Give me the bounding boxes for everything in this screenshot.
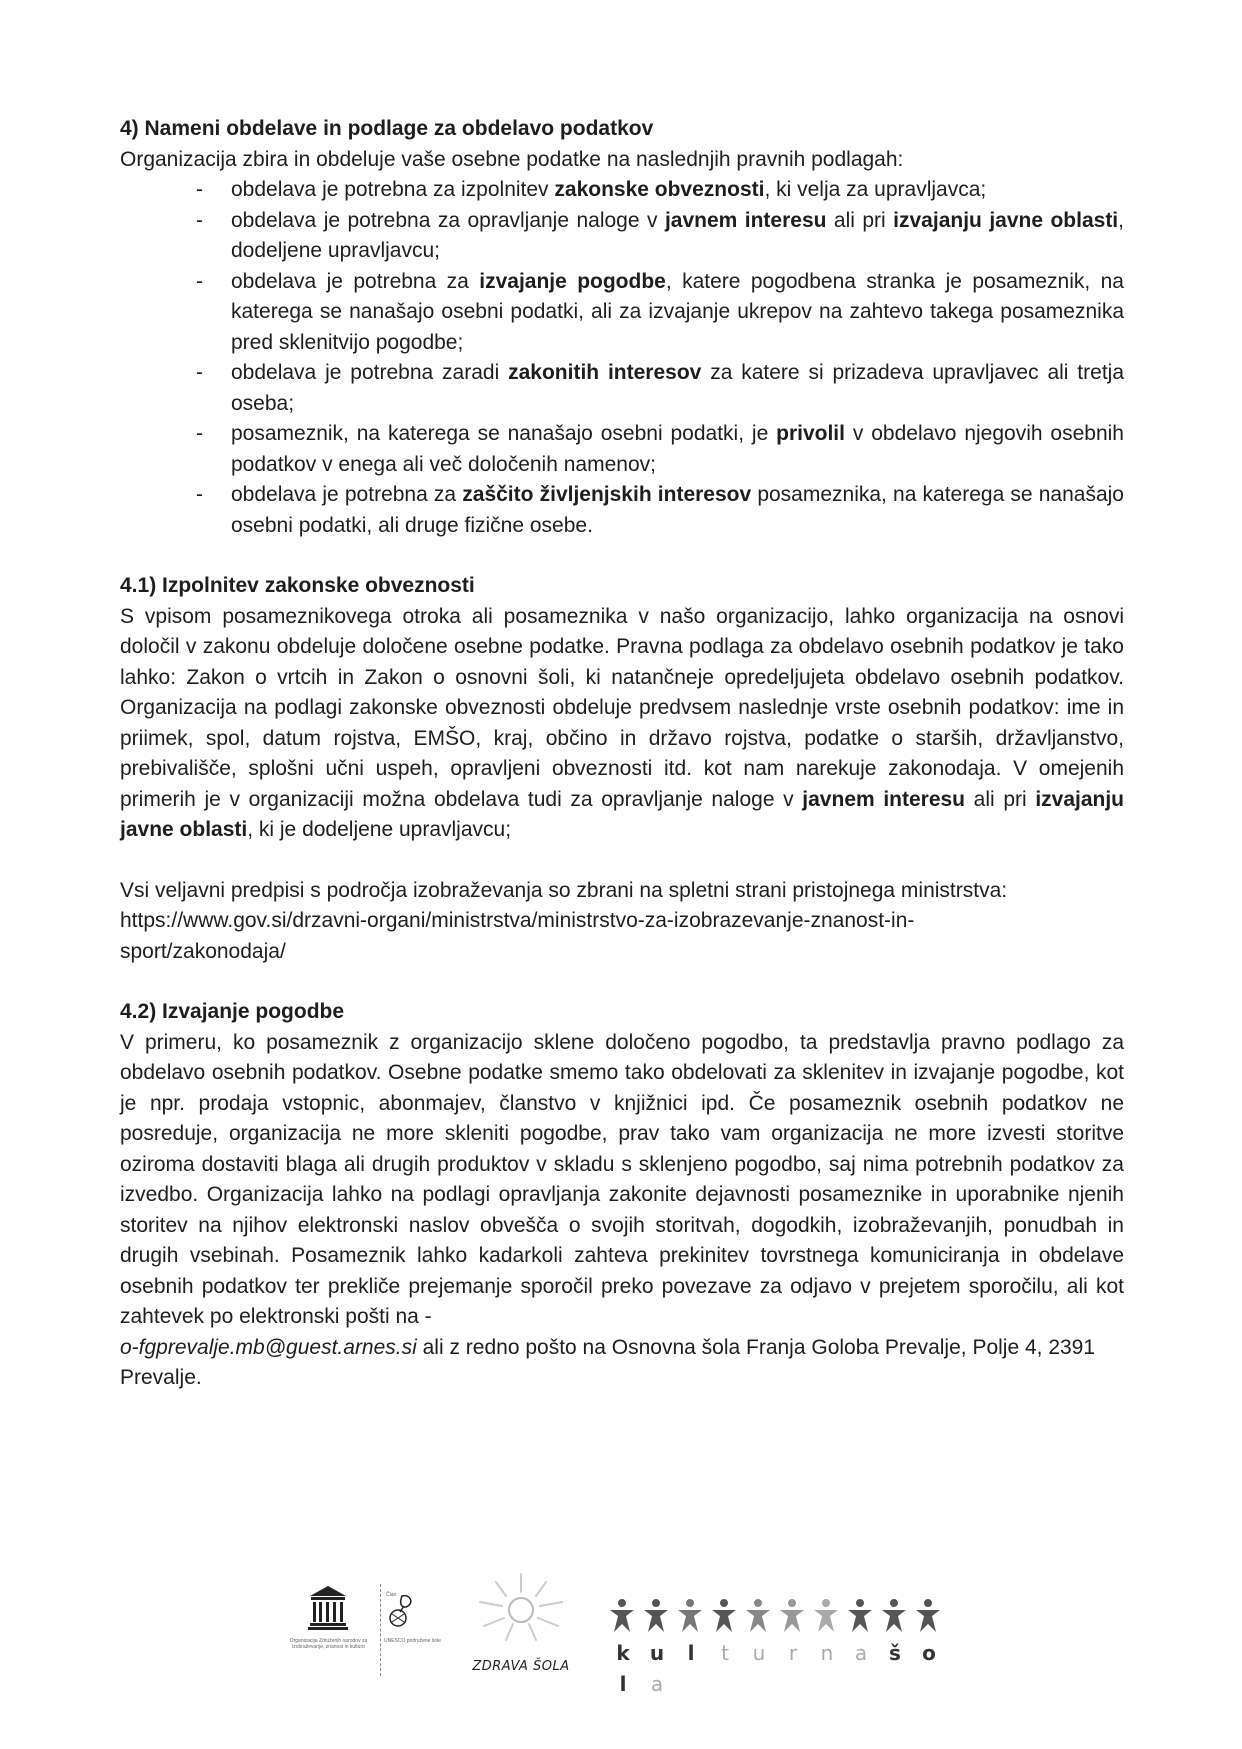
logo-letter: l (687, 1641, 695, 1665)
list-item-text: obdelava je potrebna za opravljanje naloge v (231, 208, 665, 232)
paragraph-text: S vpisom posameznikovega otroka ali posameznika v našo organizacijo, lahko organizacija na osnovi določil v zakonu obdeluje določene osebne podatke. Pravna podlaga za obdelavo osebnih podatkov je tako lahko: Zakon o vrtcih in Zakon o osnovni šoli, ki natančneje opredeljujeta obdelavo osebnih podatkov. Organizacija na podlagi zakonske obveznosti obdeluje predvsem naslednje vrste osebnih podatkov: ime in priimek, spol, datum rojstva, EMŠO, kraj, občino in državo rojstva, podatke o starših, državljanstvo, prebivališče, splošni učni uspeh, opravljeni obveznosti itd. kot nam narekuje zakonodaja. V omejenih primerih je v organizaciji možna obdelava tudi za opravljanje naloge v (120, 604, 1124, 811)
list-item (120, 206, 1124, 267)
list-dash: - (196, 178, 203, 201)
logo-letter: l (619, 1671, 627, 1696)
list-item-text: v obdelavo njegovih osebnih podatkov v enega ali več določenih namenov; (231, 422, 1124, 476)
list-item-text: ali pri (826, 208, 894, 232)
logo-letter: r (788, 1641, 798, 1665)
list-item-text: obdelava je potrebna zaradi (231, 361, 509, 384)
logo-letter: n (820, 1641, 834, 1665)
section-4-heading: 4) Nameni obdelave in podlage za obdelavo podatkov (120, 117, 654, 140)
list-item-text: posameznik, na katerega se nanašajo osebni podatki, je (231, 422, 777, 445)
section-4-1-heading: 4.1) Izpolnitev zakonske obveznosti (120, 574, 475, 597)
document-content (120, 114, 1124, 1394)
list-dash: - (196, 269, 203, 293)
list-item-bold: izvajanje pogodbe (479, 269, 666, 293)
section-4-2-paragraph: V primeru, ko posameznik z organizacijo sklene določeno pogodbo, ta predstavlja pravno podlago za obdelavo osebnih podatkov. Osebne podatke smemo tako obdelovati za sklenitev in izvajanje pogodbe, kot je npr. prodaja vstopnic, abonmajev, članstvo v knjižnici ipd. Če posameznik osebnih podatkov ne posreduje, organizacija ne more skleniti pogodbe, prav tako vam organizacija ne more izvesti storitve oziroma dostaviti blaga ali drugih produktov v skladu s sklenjeno pogodbo, saj nima potrebnih podatkov za izvedbo. Organizacija lahko na podlagi opravljanja zakonite dejavnosti posameznike in uporabnike njenih storitev na njihov elektronski naslov obvešča o svojih storitvah, dogodkih, izobraževanjih, ponudbah in drugih vsebinah. Posameznik lahko kadarkoli zahteva prekinitev tovrstnega komuniciranja in obdelave osebnih podatkov ter prekliče prejemanje sporočil preko povezave za odjavo v prejetem sporočilu, ali kot zahtevek po elektronski pošti na - (120, 1030, 1124, 1328)
list-item (120, 175, 1124, 206)
logo-letter: t (721, 1641, 729, 1665)
list-item (120, 480, 1124, 541)
unesco-leaf-icon (384, 1592, 418, 1634)
kulturna-sola-text (606, 1638, 956, 1699)
contact-text: ali z redno pošto na Osnovna šola Franja Goloba Prevalje, Polje 4, 2391 Prevalje. (120, 1335, 1096, 1389)
section-4-2-heading: 4.2) Izvajanje pogodbe (120, 1000, 345, 1023)
list-item-bold: zaščito življenjskih interesov (462, 483, 752, 506)
unesco-member-label: Član (386, 1592, 397, 1598)
list-item-text: za katere si prizadeva upravljavec ali tretja oseba; (231, 361, 1124, 415)
list-dash: - (196, 361, 203, 384)
logo-letter: k (616, 1641, 630, 1665)
list-item-text: obdelava je potrebna za izpolnitev (231, 178, 555, 201)
regulations-line-1: Vsi veljavni predpisi s področja izobraževanja so zbrani na spletni strani pristojnega ministrstva: (120, 878, 1008, 902)
unesco-separator (380, 1584, 381, 1676)
list-item (120, 419, 1124, 480)
paragraph-text: , ki je dodeljene upravljavcu; (247, 818, 512, 841)
logo-letter: š (889, 1641, 901, 1665)
list-item (120, 267, 1124, 359)
ministry-link-line-1[interactable]: https://www.gov.si/drzavni-organi/ministrstva/ministrstvo-za-izobrazevanje-znanost-in- (120, 909, 915, 932)
list-item-text: posameznika, na katerega se nanašajo osebni podatki, ali druge fizične osebe. (231, 483, 1124, 537)
list-item-bold: izvajanju javne oblasti (893, 208, 1119, 232)
list-dash: - (196, 483, 203, 506)
spacer (120, 846, 1124, 876)
unesco-logo (286, 1584, 446, 1679)
logo-letter: a (650, 1671, 664, 1696)
unesco-caption: Organizacija Združenih narodov za izobraževanje, znanost in kulturo (289, 1638, 368, 1650)
list-item-text: , katere pogodbena stranka je posameznik, na katerega se nanašajo osebni podatki, ali za izvajanje ukrepov na zahtevo takega posameznika pred sklenitvijo pogodbe; (231, 269, 1124, 354)
list-item (120, 358, 1124, 419)
people-figures-icon (606, 1598, 956, 1634)
sun-icon (466, 1568, 576, 1648)
ministry-link-line-2[interactable]: sport/zakonodaja/ (120, 939, 286, 963)
list-item-bold: privolil (776, 422, 845, 445)
spacer (120, 967, 1124, 997)
section-4-1-paragraph (120, 602, 1124, 846)
paragraph-text: ali pri (965, 787, 1036, 811)
list-item-text: obdelava je potrebna za (231, 269, 480, 293)
logo-letter: u (649, 1641, 665, 1665)
list-dash: - (196, 422, 203, 445)
unesco-temple-icon (308, 1584, 348, 1632)
logo-letter: o (922, 1641, 936, 1665)
unesco-caption-2: UNESCO pridružene šole (384, 1638, 441, 1644)
contact-paragraph (120, 1333, 1124, 1394)
paragraph-bold: javnem interesu (802, 787, 966, 811)
list-item-bold: javnem interesu (664, 208, 827, 232)
section-4-intro: Organizacija zbira in obdeluje vaše osebne podatke na naslednjih pravnih podlagah: (120, 147, 904, 171)
list-item-text: , dodeljene upravljavcu; (231, 208, 1124, 262)
email-link[interactable]: o-fgprevalje.mb@guest.arnes.si (120, 1335, 417, 1359)
list-item-bold: zakonitih interesov (508, 361, 702, 384)
list-dash: - (196, 208, 203, 232)
logo-letter: u (752, 1641, 766, 1665)
footer-logos (0, 1568, 1242, 1696)
kulturna-sola-logo (606, 1598, 956, 1696)
zdrava-sola-logo (466, 1568, 576, 1678)
legal-basis-list (120, 175, 1124, 541)
list-item-text: obdelava je potrebna za (231, 483, 463, 506)
zdrava-sola-text: ZDRAVA ŠOLA (472, 1659, 570, 1674)
list-item-text: , ki velja za upravljavca; (764, 178, 987, 201)
logo-letter: a (854, 1641, 868, 1665)
list-item-bold: zakonske obveznosti (554, 178, 765, 201)
spacer (120, 541, 1124, 571)
paragraph-bold: izvajanju javne oblasti (120, 787, 1125, 841)
